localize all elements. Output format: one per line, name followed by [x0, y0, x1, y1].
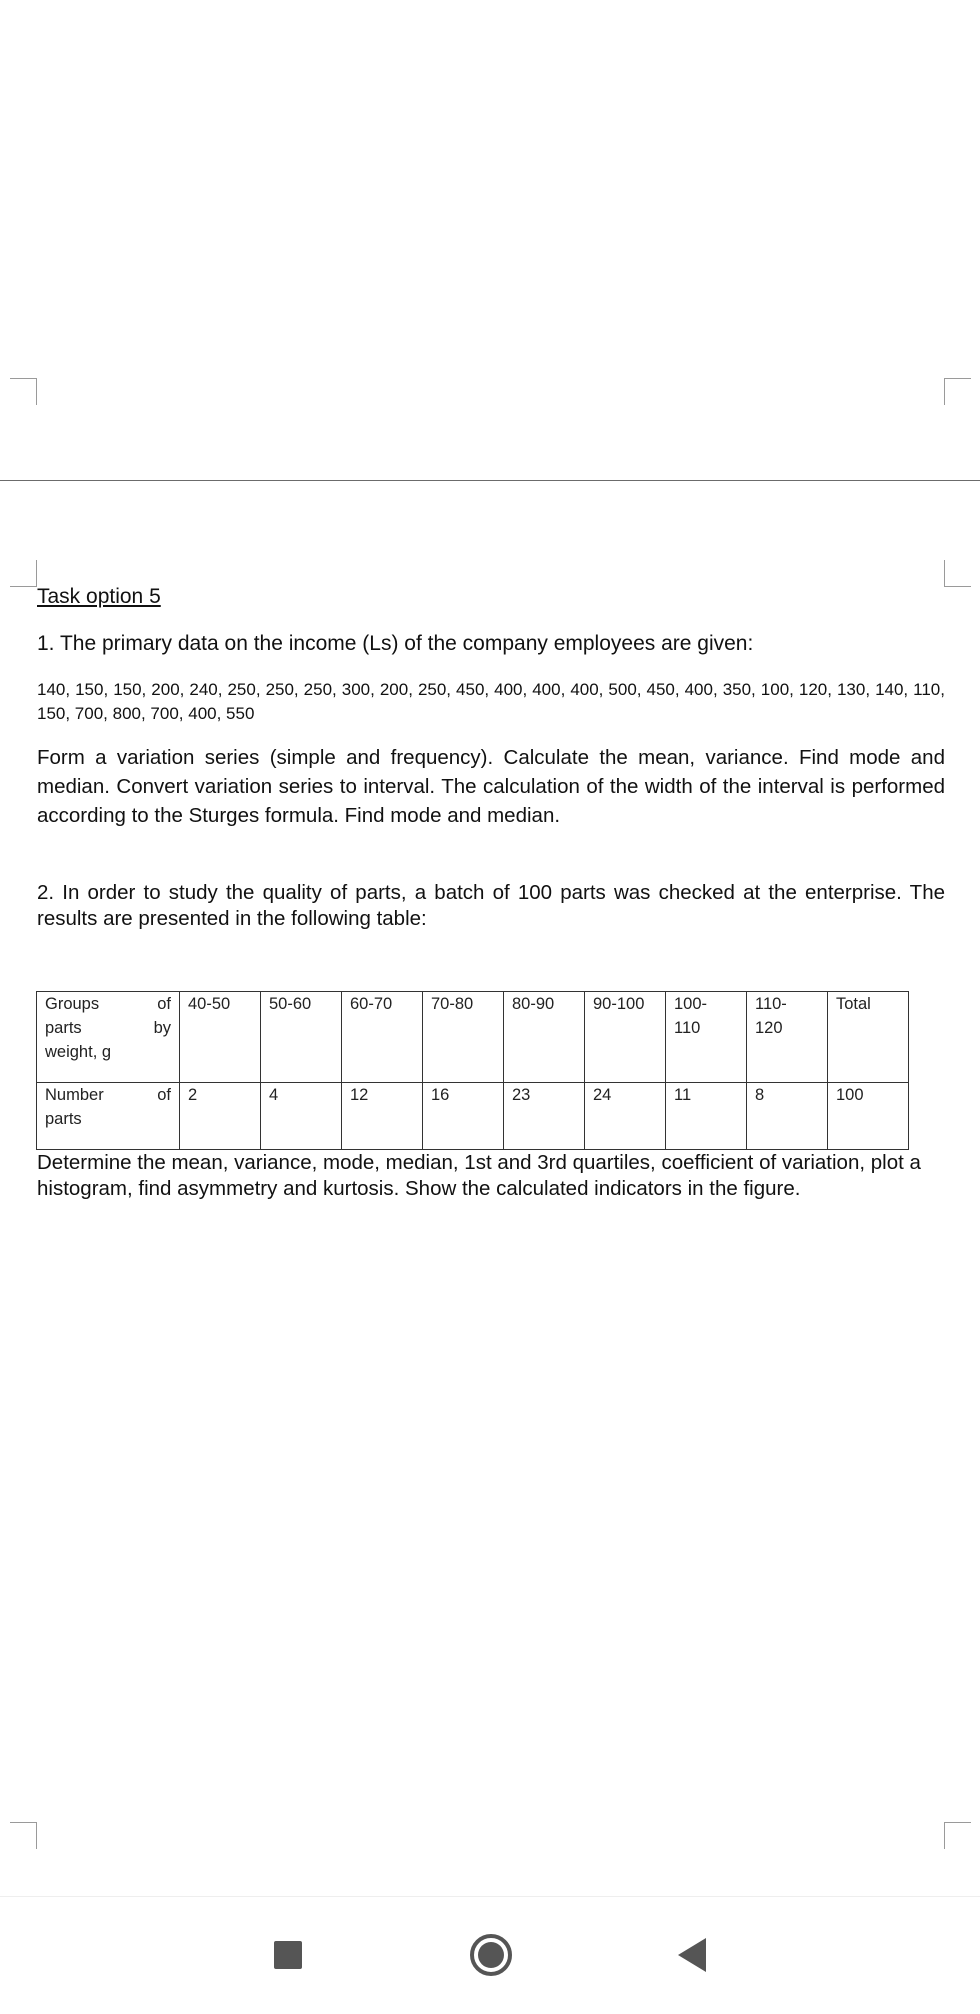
table-cell-group: 110- 120 [747, 992, 828, 1083]
question2-prompt: 2. In order to study the quality of parts, a batch of 100 parts was checked at the enterprise. The results are presented in the following table: [37, 881, 945, 930]
row-header-groups: Groups of parts by weight, g [37, 992, 180, 1083]
row-header-count: Number of parts [37, 1083, 180, 1150]
table-cell-total-header: Total [828, 992, 909, 1083]
square-icon[interactable] [274, 1941, 302, 1969]
question2-instructions: Determine the mean, variance, mode, median, 1st and 3rd quartiles, coefficient of variation, plot a histogram, find asymmetry and kurtosis. Show the calculated indicators in the figure. [37, 1151, 921, 1200]
table-cell-count: 16 [423, 1083, 504, 1150]
crop-mark [10, 1822, 37, 1849]
table-cell-group: 80-90 [504, 992, 585, 1083]
table-cell-group: 70-80 [423, 992, 504, 1083]
table-cell-group: 40-50 [180, 992, 261, 1083]
table-row [37, 992, 909, 1083]
table-cell-count: 24 [585, 1083, 666, 1150]
question1-prompt: 1. The primary data on the income (Ls) of the company employees are given: [37, 632, 754, 655]
table-row [37, 1083, 909, 1150]
table-cell-total: 100 [828, 1083, 909, 1150]
crop-mark [10, 378, 37, 405]
table-cell-group: 60-70 [342, 992, 423, 1083]
question1-data: 140, 150, 150, 200, 240, 250, 250, 250, 300, 200, 250, 450, 400, 400, 400, 500, 450, 400, 350, 100, 120, 130, 140, 110, 150, 700, 800, 700, 400, 550 [37, 680, 945, 723]
triangle-back-icon[interactable] [676, 1937, 708, 1973]
page-divider [0, 480, 980, 481]
crop-mark [10, 560, 37, 587]
task-title: Task option 5 [37, 585, 161, 608]
crop-mark [944, 378, 971, 405]
crop-mark [944, 1822, 971, 1849]
question1-instructions: Form a variation series (simple and frequency). Calculate the mean, variance. Find mode and median. Convert variation series to interval. The calculation of the width of the interval is performed according to the Sturges formula. Find mode and median. [37, 746, 945, 827]
table-cell-count: 12 [342, 1083, 423, 1150]
table-cell-group: 100- 110 [666, 992, 747, 1083]
crop-mark [944, 560, 971, 587]
circle-home-icon[interactable] [469, 1933, 513, 1977]
table-cell-group: 90-100 [585, 992, 666, 1083]
table-cell-group: 50-60 [261, 992, 342, 1083]
table-cell-count: 4 [261, 1083, 342, 1150]
table-cell-count: 23 [504, 1083, 585, 1150]
parts-weight-table [36, 991, 909, 1150]
table-cell-count: 8 [747, 1083, 828, 1150]
table-cell-count: 2 [180, 1083, 261, 1150]
table-cell-count: 11 [666, 1083, 747, 1150]
